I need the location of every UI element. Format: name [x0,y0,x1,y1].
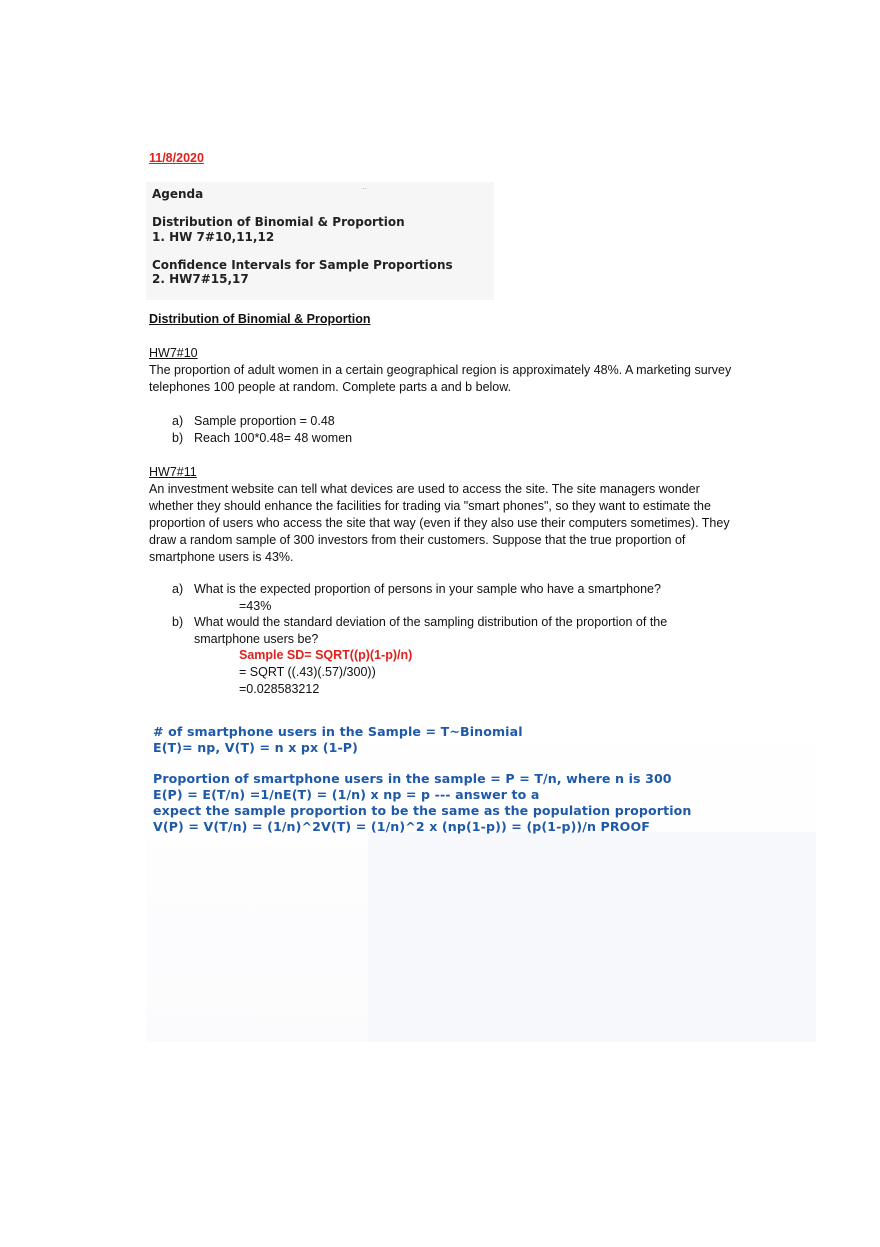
proof-line-1: # of smartphone users in the Sample = T~Binomial [153,724,523,739]
proof-line-5: expect the sample proportion to be the same as the population proportion [153,803,692,818]
hw11-question-a-text: What is the expected proportion of persons in your sample who have a smartphone? [194,582,661,596]
sd-calculation: = SQRT ((.43)(.57)/300)) [239,665,376,679]
section-heading: Distribution of Binomial & Proportion [149,312,371,326]
proof-line-2: E(T)= np, V(T) = n x px (1-P) [153,740,358,755]
image-shade [368,832,816,1042]
agenda-section-1: Distribution of Binomial & Proportion [152,215,405,229]
agenda-image [146,182,494,300]
hw11-question-b-text-2: smartphone users be? [194,632,319,646]
agenda-item-2: 2. HW7#15,17 [152,272,249,286]
hw10-answer-a-label: a) [172,414,184,428]
sd-result: =0.028583212 [239,682,320,696]
hw11-question-a-label: a) [172,582,184,596]
hw11-answer-a: =43% [239,599,272,613]
agenda-mark: .. [362,182,368,191]
agenda-section-2: Confidence Intervals for Sample Proportions [152,258,453,272]
hw11-label: HW7#11 [149,465,197,479]
hw11-text: An investment website can tell what devices are used to access the site. The site managers wonder whether they should enhance the facilities for trading via "smart phones", so they want to estimate the proportion of users who access the site that way (even if they also use their computers sometimes). They draw a random sample of 300 investors from their customers. Suppose that the true proportion of smartphone users is 43%. [149,482,730,564]
date-heading: 11/8/2020 [149,151,204,165]
hw10-text: The proportion of adult women in a certain geographical region is approximately 48%. A marketing survey telephones 100 people at random. Complete parts a and b below. [149,363,732,394]
sample-sd-formula: Sample SD= SQRT((p)(1-p)/n) [239,648,413,662]
hw11-question-b-text-1: What would the standard deviation of the sampling distribution of the proportion of the [194,615,668,629]
binomial-proof-image [146,712,816,1042]
hw11-question-b-label: b) [172,615,184,629]
agenda-title: Agenda [152,187,204,201]
proof-line-6: V(P) = V(T/n) = (1/n)^2V(T) = (1/n)^2 x (np(1-p)) = (p(1-p))/n PROOF [153,819,650,834]
hw10-answer-a-text: Sample proportion = 0.48 [194,414,335,428]
proof-line-4: E(P) = E(T/n) =1/nE(T) = (1/n) x np = p --- answer to a [153,787,540,802]
agenda-item-1: 1. HW 7#10,11,12 [152,230,275,244]
hw10-label: HW7#10 [149,346,198,360]
proof-line-3: Proportion of smartphone users in the sample = P = T/n, where n is 300 [153,771,672,786]
hw10-answer-b-text: Reach 100*0.48= 48 women [194,431,353,445]
hw10-answer-b-label: b) [172,431,184,445]
